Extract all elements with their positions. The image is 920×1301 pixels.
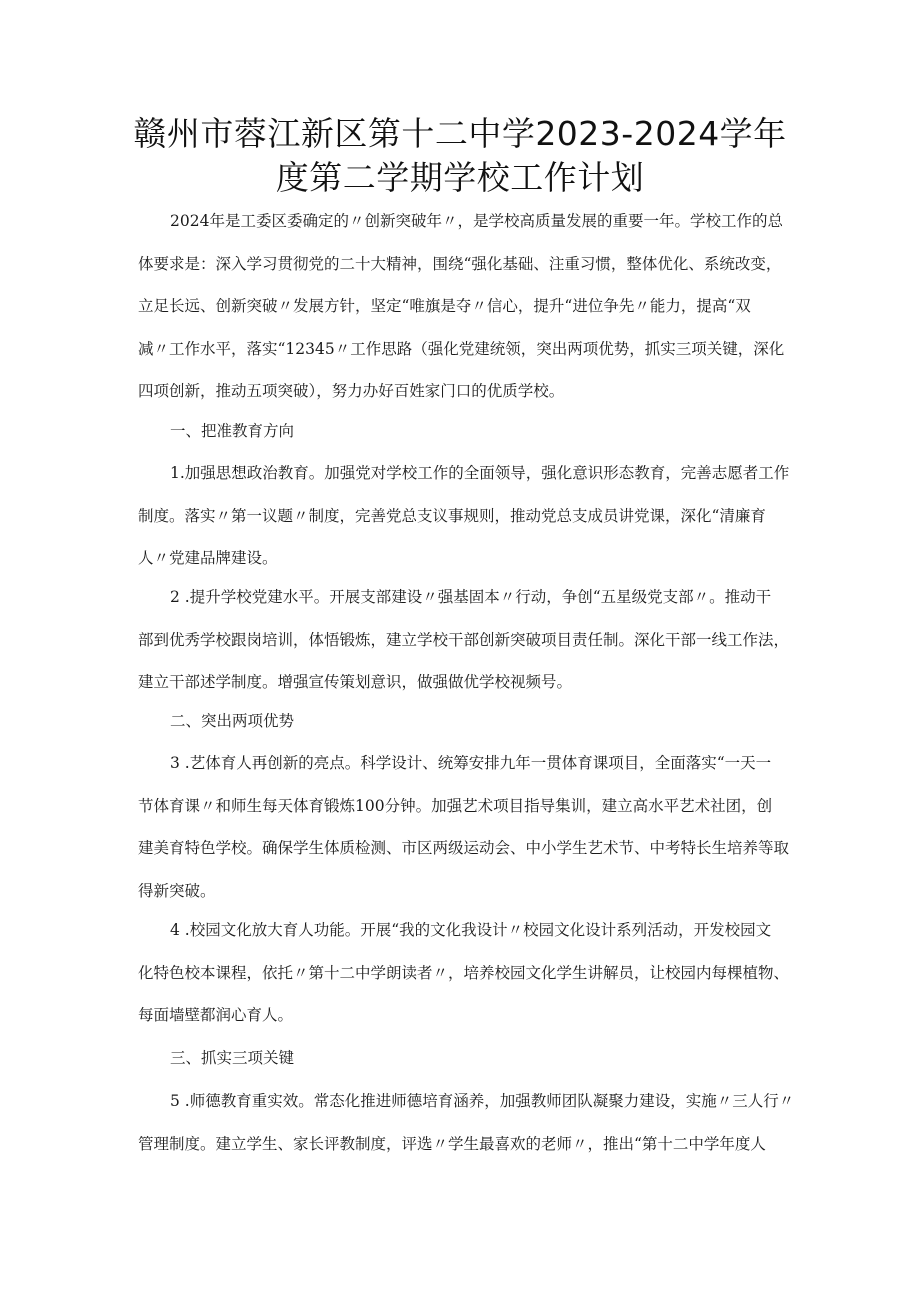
item-line: 化特色校本课程，依托〃第十二中学朗读者〃，培养校园文化学生讲解员，让校园内每棵植物、 xyxy=(138,963,790,982)
item-2-paragraph xyxy=(138,582,798,710)
item-line: 5 .师德教育重实效。常态化推进师德培育涵养，加强教师团队凝聚力建设，实施〃三人行〃 xyxy=(170,1092,795,1110)
item-line: 管理制度。建立学生、家长评教制度，评选〃学生最喜欢的老师〃，推出“第十二中学年度人 xyxy=(138,1134,766,1153)
item-line: 部到优秀学校跟岗培训，体悟锻炼，建立学校干部创新突破项目责任制。深化干部一线工作法， xyxy=(138,630,790,649)
item-line: 制度。落实〃第一议题〃制度，完善党总支议事规则，推动党总支成员讲党课，深化“清廉育 xyxy=(138,506,766,525)
document-title xyxy=(120,112,800,200)
section-heading-3: 三、抓实三项关键 xyxy=(170,1049,295,1067)
intro-line: 2024年是工委区委确定的〃创新突破年〃，是学校高质量发展的重要一年。学校工作的总 xyxy=(170,212,783,230)
intro-line: 立足长远、创新突破〃发展方针，坚定“唯旗是夺〃信心，提升“进位争先〃能力，提高“双 xyxy=(138,297,751,315)
item-line: 2 .提升学校党建水平。开展支部建设〃强基固本〃行动，争创“五星级党支部〃。推动干 xyxy=(170,588,772,606)
item-line: 得新突破。 xyxy=(138,881,216,900)
intro-line: 四项创新，推动五项突破），努力办好百姓家门口的优质学校。 xyxy=(138,382,565,400)
intro-line: 减〃工作水平，落实“12345〃工作思路（强化党建统领，突出两项优势，抓实三项关键，深化 xyxy=(138,339,785,358)
item-line: 建美育特色学校。确保学生体质检测、市区两级运动会、中小学生艺术节、中考特长生培养等取 xyxy=(138,839,790,857)
item-1-paragraph xyxy=(138,458,798,586)
item-line: 1.加强思想政治教育。加强党对学校工作的全面领导，强化意识形态教育，完善志愿者工作 xyxy=(170,464,790,482)
item-line: 每面墙壁都润心育人。 xyxy=(138,1006,294,1024)
section-heading-2: 二、突出两项优势 xyxy=(170,712,295,730)
item-line: 节体育课〃和师生每天体育锻炼100分钟。加强艺术项目指导集训，建立高水平艺术社团，创 xyxy=(138,796,773,815)
section-heading-1: 一、把准教育方向 xyxy=(170,422,295,440)
title-line-2: 度第二学期学校工作计划 xyxy=(275,158,645,197)
item-4-paragraph xyxy=(138,915,798,1043)
item-3-paragraph xyxy=(138,748,798,918)
item-line: 人〃党建品牌建设。 xyxy=(138,549,278,567)
title-line-1: 赣州市蓉江新区第十二中学2023-2024学年 xyxy=(133,114,787,153)
item-5-paragraph xyxy=(138,1086,798,1171)
item-line: 4 .校园文化放大育人功能。开展“我的文化我设计〃校园文化设计系列活动，开发校园文 xyxy=(170,921,772,939)
item-line: 3 .艺体育人再创新的亮点。科学设计、统筹安排九年一贯体育课项目，全面落实“一天一 xyxy=(170,754,772,772)
intro-paragraph xyxy=(138,206,798,419)
intro-line: 体要求是：深入学习贯彻党的二十大精神，围绕“强化基础、注重习惯，整体优化、系统改变， xyxy=(138,254,782,273)
item-line: 建立干部述学制度。增强宣传策划意识，做强做优学校视频号。 xyxy=(138,673,573,691)
